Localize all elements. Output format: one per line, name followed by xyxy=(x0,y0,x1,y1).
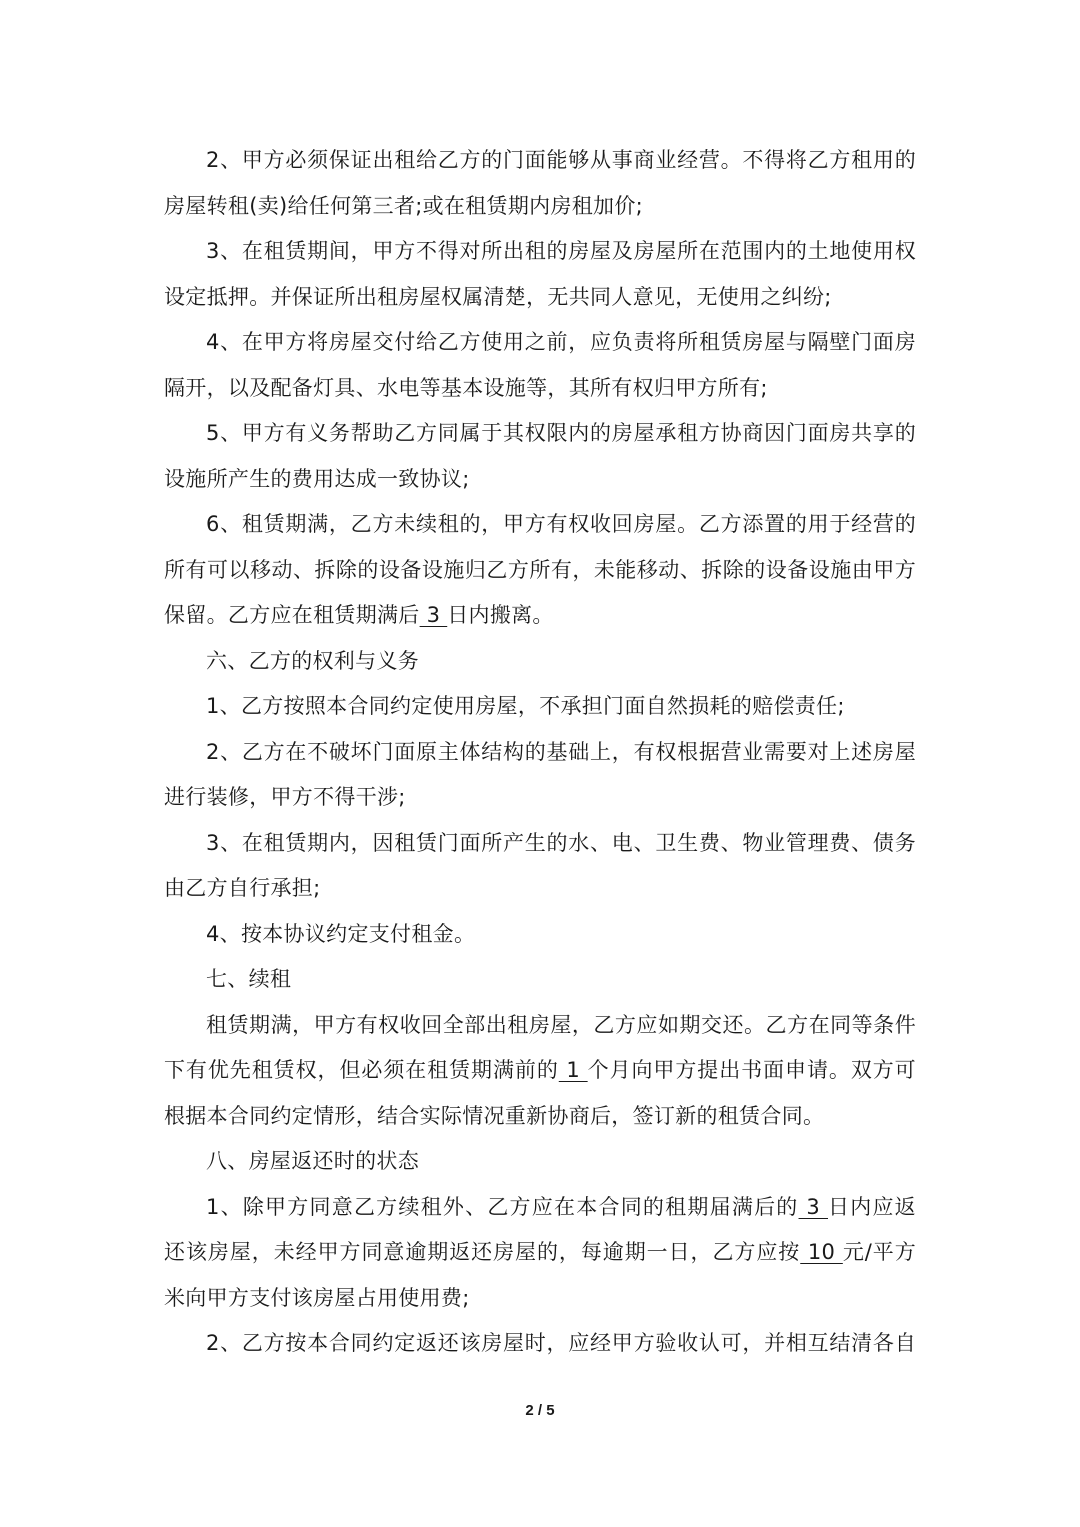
text-segment: 下有优先租赁权，但必须在租赁期满前的 xyxy=(164,1058,559,1082)
filled-blank: 1 xyxy=(558,1058,588,1082)
text-segment: 日内搬离。 xyxy=(447,603,554,627)
filled-blank: 3 xyxy=(798,1194,828,1219)
section-heading: 七、续租 xyxy=(206,967,292,991)
text-line: 5、甲方有义务帮助乙方同属于其权限内的房屋承租方协商因门面房共享的 xyxy=(206,421,916,445)
text-line: 2、乙方在不破坏门面原主体结构的基础上，有权根据营业需要对上述房屋 xyxy=(206,739,916,764)
text-line: 米向甲方支付该房屋占用使用费; xyxy=(164,1285,470,1310)
text-line: 设施所产生的费用达成一致协议; xyxy=(164,466,470,491)
section-heading: 六、乙方的权利与义务 xyxy=(206,648,419,673)
text-line xyxy=(164,1048,916,1094)
text-line: 3、在租赁期内，因租赁门面所产生的水、电、卫生费、物业管理费、债务 xyxy=(206,830,916,855)
text-line: 进行装修，甲方不得干涉; xyxy=(164,785,406,809)
text-segment: 保留。乙方应在租赁期满后 xyxy=(164,603,420,627)
text-line: 根据本合同约定情形，结合实际情况重新协商后，签订新的租赁合同。 xyxy=(164,1103,825,1128)
text-line: 设定抵押。并保证所出租房屋权属清楚，无共同人意见，无使用之纠纷; xyxy=(164,284,832,309)
text-line: 房屋转租(卖)给任何第三者;或在租赁期内房租加价; xyxy=(164,193,644,218)
text-line: 2、乙方按本合同约定返还该房屋时，应经甲方验收认可，并相互结清各自 xyxy=(206,1331,916,1355)
text-segment: 个月向甲方提出书面申请。双方可 xyxy=(587,1058,916,1082)
text-line: 4、按本协议约定支付租金。 xyxy=(206,921,476,946)
filled-blank: 3 xyxy=(419,603,448,627)
text-line: 3、在租赁期间，甲方不得对所出租的房屋及房屋所在范围内的土地使用权 xyxy=(206,239,916,263)
text-line xyxy=(164,593,916,639)
filled-blank: 10 xyxy=(800,1240,843,1264)
text-line: 所有可以移动、拆除的设备设施归乙方所有，未能移动、拆除的设备设施由甲方 xyxy=(164,557,916,582)
text-segment: 日内应返 xyxy=(828,1194,916,1219)
text-segment: 元/平方 xyxy=(842,1240,917,1264)
document-body xyxy=(164,138,916,1367)
text-segment: 1、除甲方同意乙方续租外、乙方应在本合同的租期届满后的 xyxy=(206,1194,799,1219)
section-heading: 八、房屋返还时的状态 xyxy=(206,1149,419,1173)
text-segment: 还该房屋，未经甲方同意逾期返还房屋的，每逾期一日，乙方应按 xyxy=(164,1240,801,1264)
text-line: 4、在甲方将房屋交付给乙方使用之前，应负责将所租赁房屋与隔壁门面房 xyxy=(206,330,916,354)
text-line xyxy=(164,1185,916,1231)
text-line: 隔开，以及配备灯具、水电等基本设施等，其所有权归甲方所有; xyxy=(164,375,768,400)
text-line: 由乙方自行承担; xyxy=(164,876,321,900)
text-line: 1、乙方按照本合同约定使用房屋，不承担门面自然损耗的赔偿责任; xyxy=(206,694,845,718)
text-line: 租赁期满，甲方有权收回全部出租房屋，乙方应如期交还。乙方在同等条件 xyxy=(206,1012,916,1037)
page-number: 2 / 5 xyxy=(525,1402,555,1419)
text-line: 6、租赁期满，乙方未续租的，甲方有权收回房屋。乙方添置的用于经营的 xyxy=(206,512,916,536)
text-line xyxy=(164,1230,916,1276)
text-line: 2、甲方必须保证出租给乙方的门面能够从事商业经营。不得将乙方租用的 xyxy=(206,148,916,172)
